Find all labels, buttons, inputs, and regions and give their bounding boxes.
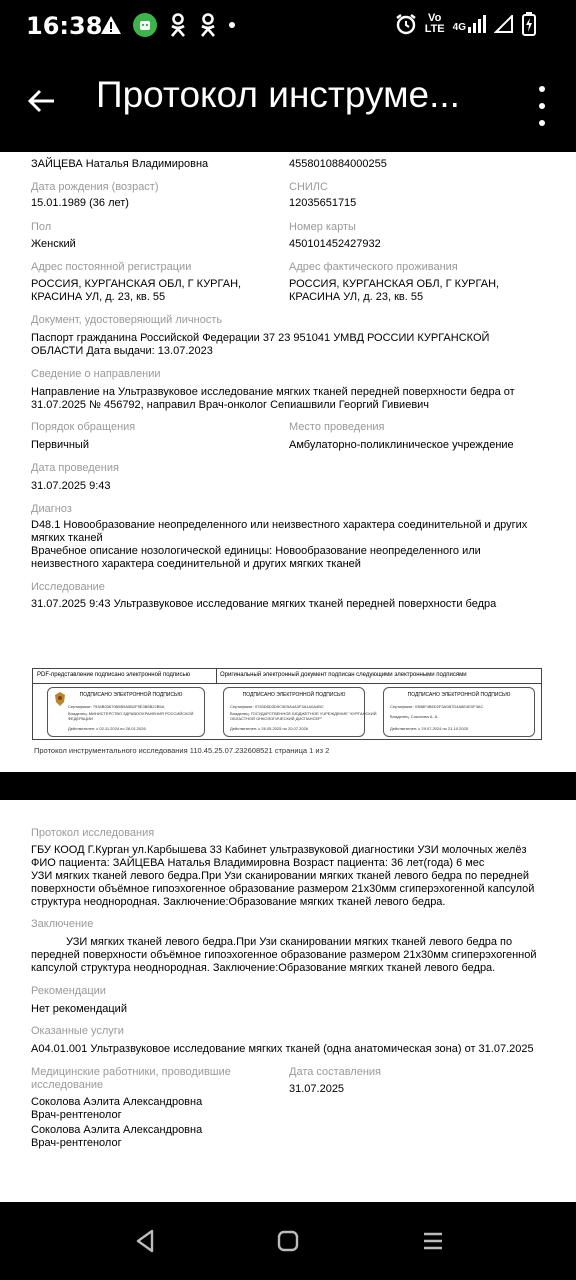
protocol-line2: ФИО пациента: ЗАЙЦЕВА Наталья Владимировна Возраст пациента: 36 лет(года) 6 мес [31,857,485,869]
warning-icon [100,15,122,35]
diagnosis-line3: Врачебное описание нозологической единицы: Новообразование неопределенного или [31,545,481,557]
actual-address-line2: КРАСИНА УЛ, д. 23, кв. 55 [289,291,424,303]
sex-label: Пол [31,221,52,233]
stamp-1-title: ПОДПИСАНО ЭЛЕКТРОННОЙ ПОДПИСЬЮ [79,692,183,698]
worker-2-role: Врач-рентгенолог [31,1137,122,1149]
registration-address-label: Адрес постоянной регистрации [31,261,192,273]
diagnosis-label: Диагноз [31,503,72,515]
place-label: Место проведения [289,421,385,433]
recommendations-value: Нет рекомендаций [31,1003,127,1015]
stamp-1-line3: ФЕДЕРАЦИИ [68,716,93,721]
snils-value: 12035651715 [289,197,357,209]
stamp-3-title: ПОДПИСАНО ЭЛЕКТРОННОЙ ПОДПИСЬЮ [407,692,511,698]
signature-header-divider [216,669,217,683]
stamp-3-line2: Владелец: Соколова А. А. [390,714,439,719]
battery-icon [522,12,536,36]
referral-line2: 31.07.2025 № 456792, направил Врач-онколог Сепиашвили Георгий Гивиевич [31,399,430,411]
stamp-2-title: ПОДПИСАНО ЭЛЕКТРОННОЙ ПОДПИСЬЮ [242,692,346,698]
arrow-left-icon [26,86,56,116]
worker-1-role: Врач-рентгенолог [31,1109,122,1121]
study-label: Исследование [31,581,105,593]
stamp-2-line2: Владелец: ГОСУДАРСТВЕННОЕ БЮДЖЕТНОЕ УЧРЕЖДЕНИЕ "КУРГАНСКИЙ [230,711,377,716]
conclusion-line3: капсулой структура неоднородная. Заключение:Образование мягких тканей левого бедра. [31,962,496,974]
back-button[interactable] [26,80,66,124]
protocol-label: Протокол исследования [31,827,155,839]
signature-left-header: PDF-представление подписано электронной подписью [37,672,191,678]
page-footer: Протокол инструментального исследования 110.45.25.07.232608521 страница 1 из 2 [34,746,330,755]
signature-stamp-2 [223,687,377,737]
compile-date-value: 31.07.2025 [289,1083,345,1095]
date-done-value: 31.07.2025 9:43 [31,480,111,492]
compile-date-label: Дата составления [289,1066,381,1078]
page-title: Протокол инструме... [96,74,460,115]
worker-2-name: Соколова Аэлита Александровна [31,1124,203,1136]
stamp-2-line3: ОБЛАСТНОЙ ОНКОЛОГИЧЕСКИЙ ДИСПАНСЕР" [230,716,323,721]
signal-empty-icon [494,15,514,33]
notification-dot-icon [228,21,236,29]
network-type-label: 4G [452,22,466,33]
conclusion-line2: передней поверхности объёмное гипоэхогенное образование размером 21х30мм сгиперэхогенной [31,949,537,961]
volte-icon: Vo LTE [424,12,445,35]
protocol-line5: структура неоднородная. Заключение:Образование мягких тканей левого бедра. [31,896,446,908]
recommendations-label: Рекомендации [31,985,106,997]
id-document-line1: Паспорт гражданина Российской Федерации 37 23 951041 УМВД РОССИИ КУРГАНСКОЙ [31,332,490,344]
app-toolbar [0,56,576,152]
actual-address-label: Адрес фактического проживания [289,261,458,273]
ok-icon [168,13,188,37]
protocol-line4: поверхности объёмное гипоэхогенное образование размером 21х30мм сгиперэхогенной капсулой [31,883,535,895]
status-right-icons [395,12,536,36]
sex-value: Женский [31,238,76,250]
registration-address-line1: РОССИЯ, КУРГАНСКАЯ ОБЛ, Г КУРГАН, [31,278,242,290]
signal-4g-icon [453,15,486,33]
android-app-icon [132,12,158,38]
services-value: A04.01.001 Ультразвуковое исследование мягких тканей (одна анатомическая зона) от 31.07.2025 [31,1043,534,1055]
patient-name: ЗАЙЦЕВА Наталья Владимировна [31,158,209,170]
birth-label: Дата рождения (возраст) [31,181,159,193]
registration-address-line2: КРАСИНА УЛ, д. 23, кв. 55 [31,291,166,303]
nav-recents-button[interactable] [418,1226,448,1256]
signature-stamp-1 [47,687,205,737]
order-value: Первичный [31,439,89,451]
protocol-line3: УЗИ мягких тканей левого бедра.При Узи сканировании мягких тканей левого бедра по передней [31,870,529,882]
stamp-3-line1: Сертификат: 03B8F4B6D2F3A0B7D4A8E4E0F3AC [390,704,484,709]
stamp-1-line1: Сертификат: 7534B03670B5B9A5B2F5E3B5B22B5A [68,704,165,709]
card-value: 450101452427932 [289,238,381,250]
diagnosis-line4: неизвестного характера соединительной и других мягких тканей [31,558,361,570]
stamp-1-line4: Действителен: с 02.11.2024 по 26.01.2026 [68,726,146,731]
signature-block [32,668,542,740]
status-bar [0,0,576,56]
id-document-label: Документ, удостоверяющий личность [31,314,223,326]
signature-header-rule [33,683,541,684]
stamp-3-line3: Действителен: с 29.07.2024 по 21.10.2025 [390,726,468,731]
stamp-2-line1: Сертификат: 0753D6D3D9C5E5A4A3F3A1A0A4BC [230,704,324,709]
order-label: Порядок обращения [31,421,136,433]
conclusion-line1: УЗИ мягких тканей левого бедра.При Узи сканировании мягких тканей левого бедра по [66,936,513,948]
document-page-2[interactable] [0,800,576,1202]
signature-right-header: Оригинальный электронный документ подписан следующими электронными подписями [220,672,467,678]
signature-stamp-3 [383,687,535,737]
overflow-menu-button[interactable] [532,86,552,126]
alarm-icon [395,13,417,35]
referral-label: Сведение о направлении [31,368,161,380]
diagnosis-line1: D48.1 Новообразование неопределенного или неизвестного характера соединительной и других [31,519,528,531]
signal-bars-icon [468,15,486,33]
date-done-label: Дата проведения [31,462,119,474]
ok-icon [198,13,218,37]
back-nav-icon [130,1226,160,1256]
workers-label-line2: исследование [31,1079,104,1091]
referral-line1: Направление на Ультразвуковое исследование мягких тканей передней поверхности бедра от [31,386,515,398]
place-value: Амбулаторно-поликлиническое учреждение [289,439,514,451]
snils-label: СНИЛС [289,181,328,193]
study-value: 31.07.2025 9:43 Ультразвуковое исследование мягких тканей передней поверхности бедра [31,598,497,610]
workers-label-line1: Медицинские работники, проводившие [31,1066,231,1078]
recents-nav-icon [418,1226,448,1256]
actual-address-line1: РОССИЯ, КУРГАНСКАЯ ОБЛ, Г КУРГАН, [289,278,500,290]
stamp-2-line4: Действителен: с 26.05.2025 по 20.07.2026 [230,726,308,731]
id-document-line2: ОБЛАСТИ Дата выдачи: 13.07.2023 [31,345,213,357]
conclusion-label: Заключение [31,918,94,930]
nav-back-button[interactable] [130,1226,160,1256]
services-label: Оказанные услуги [31,1025,124,1037]
protocol-line1: ГБУ КООД Г.Курган ул.Карбышева 33 Кабинет ультразвуковой диагностики УЗИ молочных желёз [31,844,527,856]
card-label: Номер карты [289,221,356,233]
diagnosis-line2: мягких тканей [31,532,103,544]
status-time: 16:38 [26,12,103,40]
worker-1-name: Соколова Аэлита Александровна [31,1096,203,1108]
document-page-1[interactable] [0,152,576,772]
birth-value: 15.01.1989 (36 лет) [31,197,129,209]
nav-home-button[interactable] [273,1226,303,1256]
status-left-icons [100,12,236,38]
patient-id-number: 4558010884000255 [289,158,387,170]
home-nav-icon [273,1226,303,1256]
page-separator [0,772,576,800]
stamp-1-line2: Владелец: МИНИСТЕРСТВО ЗДРАВООХРАНЕНИЯ РОССИЙСКОЙ [68,711,194,716]
system-navigation-bar [0,1202,576,1280]
